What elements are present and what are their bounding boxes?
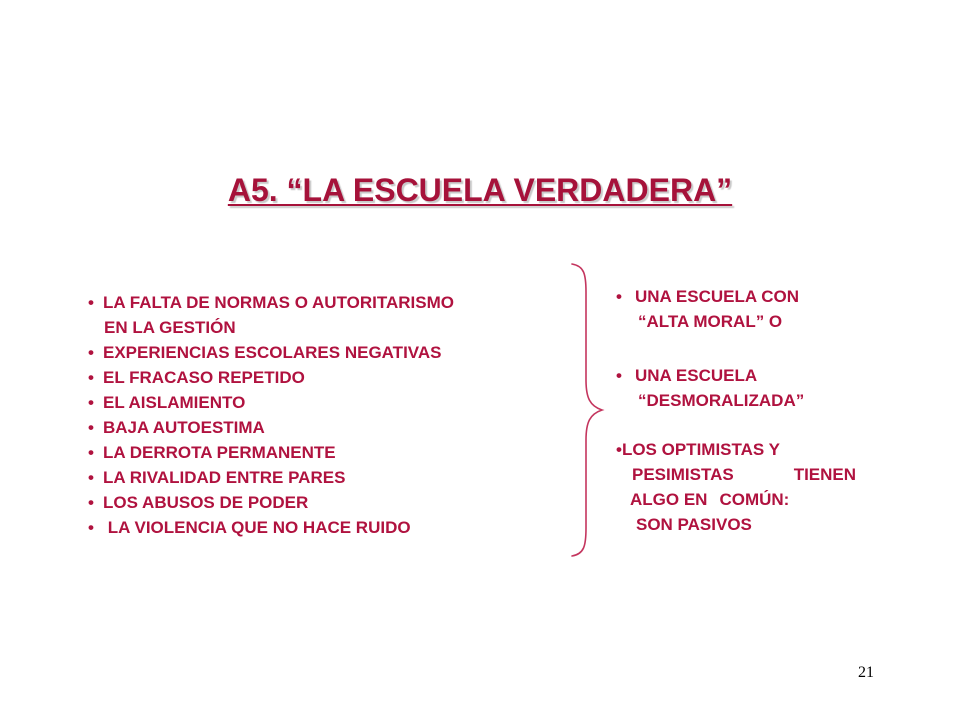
- bullet-icon: •: [616, 440, 622, 459]
- list-item-text: LOS OPTIMISTAS Y: [621, 440, 781, 459]
- bullet-icon: •: [88, 293, 94, 312]
- list-item-text: EN LA GESTIÓN: [104, 318, 236, 337]
- list-item: [88, 290, 568, 315]
- bullet-icon: •: [88, 468, 94, 487]
- bullet-icon: •: [88, 343, 94, 362]
- list-item-text: LA FALTA DE NORMAS O AUTORITARISMO: [103, 293, 454, 312]
- slide-title: A5. “LA ESCUELA VERDADERA”: [227, 172, 733, 208]
- list-item: [616, 363, 936, 388]
- page-number: 21: [858, 664, 874, 681]
- bullet-icon: •: [88, 368, 94, 387]
- bullet-icon: •: [88, 493, 94, 512]
- list-item-text: COMÚN:: [719, 490, 790, 509]
- list-item-text: TIENEN: [793, 465, 857, 484]
- list-item-continuation: [616, 462, 936, 487]
- list-item: [88, 340, 568, 365]
- bullet-icon: •: [88, 418, 94, 437]
- consequences-block: [616, 284, 936, 537]
- causes-list: [88, 290, 568, 540]
- list-item: [88, 465, 568, 490]
- list-item-text: EXPERIENCIAS ESCOLARES NEGATIVAS: [103, 343, 442, 362]
- bullet-icon: •: [88, 443, 94, 462]
- curly-brace-icon: [568, 262, 608, 558]
- list-item-text: EL FRACASO REPETIDO: [103, 368, 305, 387]
- list-item-text: ALGO EN: [630, 490, 708, 509]
- list-item-text: EL AISLAMIENTO: [103, 393, 246, 412]
- list-item-text: LA VIOLENCIA QUE NO HACE RUIDO: [103, 518, 411, 537]
- list-item-text: LOS ABUSOS DE PODER: [103, 493, 309, 512]
- list-item: [88, 490, 568, 515]
- list-item-text: LA RIVALIDAD ENTRE PARES: [103, 468, 346, 487]
- list-item-text: PESIMISTAS: [632, 465, 734, 484]
- list-item-continuation: [616, 512, 936, 537]
- bullet-icon: •: [616, 366, 622, 385]
- list-item-continuation: [616, 309, 936, 334]
- list-item-text: SON PASIVOS: [636, 515, 752, 534]
- list-item: [88, 390, 568, 415]
- list-item-text: “DESMORALIZADA”: [638, 391, 805, 410]
- list-item-continuation: [88, 315, 568, 340]
- list-item-continuation: [616, 388, 936, 413]
- list-item-text: LA DERROTA PERMANENTE: [103, 443, 336, 462]
- list-item: [88, 365, 568, 390]
- list-item: [88, 515, 568, 540]
- list-item-text: BAJA AUTOESTIMA: [103, 418, 265, 437]
- list-item: [88, 415, 568, 440]
- bullet-icon: •: [616, 287, 622, 306]
- list-item-text: UNA ESCUELA CON: [635, 287, 800, 306]
- list-item-text: “ALTA MORAL” O: [638, 312, 783, 331]
- list-item: [616, 284, 936, 309]
- list-item: [88, 440, 568, 465]
- list-item-continuation: [616, 487, 936, 512]
- bullet-icon: •: [88, 518, 94, 537]
- bullet-icon: •: [88, 393, 94, 412]
- list-item-text: UNA ESCUELA: [635, 366, 758, 385]
- list-item: [616, 437, 936, 462]
